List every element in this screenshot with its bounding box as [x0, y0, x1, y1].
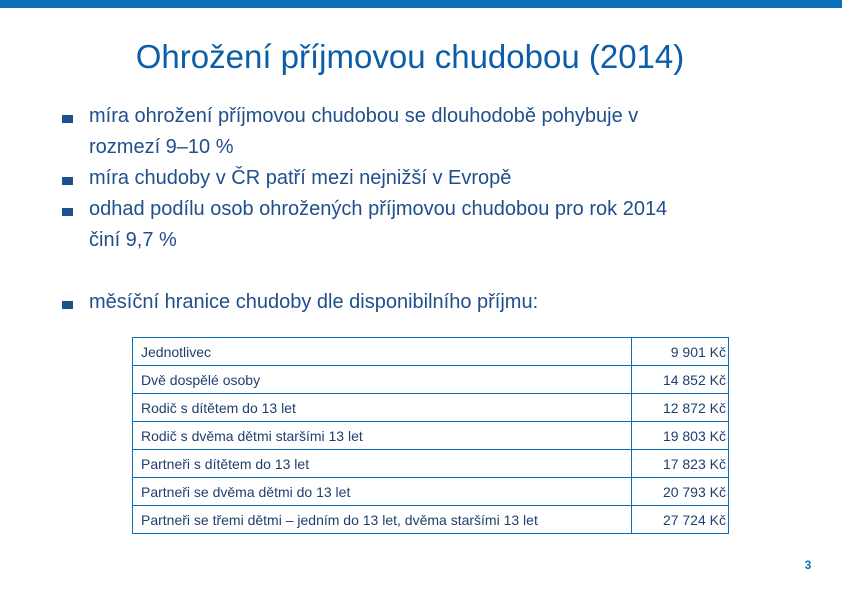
- threshold-value-cell: 12 872 Kč: [632, 394, 729, 422]
- household-type-cell: Dvě dospělé osoby: [133, 366, 632, 394]
- threshold-value-cell: 14 852 Kč: [632, 366, 729, 394]
- table-row: [133, 394, 729, 422]
- threshold-value-cell: 19 803 Kč: [632, 422, 729, 450]
- threshold-value-cell: 20 793 Kč: [632, 478, 729, 506]
- bullet-text: míra ohrožení příjmovou chudobou se dlouhodobě pohybuje v rozmezí 9–10 %: [89, 105, 639, 158]
- bullet-item: [62, 194, 682, 256]
- household-type-cell: Partneři se třemi dětmi – jedním do 13 let, dvěma staršími 13 let: [133, 506, 632, 534]
- bullet-item: [62, 163, 682, 194]
- bullet-text: odhad podílu osob ohrožených příjmovou chudobou pro rok 2014 činí 9,7 %: [89, 198, 668, 251]
- table-row: [133, 506, 729, 534]
- table-row: [133, 338, 729, 366]
- square-bullet-icon: [62, 301, 73, 309]
- household-type-cell: Jednotlivec: [133, 338, 632, 366]
- household-type-cell: Partneři s dítětem do 13 let: [133, 450, 632, 478]
- square-bullet-icon: [62, 177, 73, 185]
- bullet-text: míra chudoby v ČR patří mezi nejnižší v Evropě: [89, 167, 512, 189]
- poverty-threshold-table: [132, 337, 729, 534]
- square-bullet-icon: [62, 208, 73, 216]
- table-row: [133, 366, 729, 394]
- table-row: [133, 450, 729, 478]
- square-bullet-icon: [62, 115, 73, 123]
- household-type-cell: Partneři se dvěma dětmi do 13 let: [133, 478, 632, 506]
- table-row: [133, 478, 729, 506]
- bullet-list: [62, 101, 682, 318]
- bullet-item: [62, 101, 682, 163]
- threshold-value-cell: 27 724 Kč: [632, 506, 729, 534]
- table-row: [133, 422, 729, 450]
- household-type-cell: Rodič s dítětem do 13 let: [133, 394, 632, 422]
- bullet-item: [62, 287, 682, 318]
- threshold-value-cell: 17 823 Kč: [632, 450, 729, 478]
- bullet-text: měsíční hranice chudoby dle disponibilního příjmu:: [89, 291, 539, 313]
- top-accent-bar: [0, 0, 842, 8]
- threshold-value-cell: 9 901 Kč: [632, 338, 729, 366]
- household-type-cell: Rodič s dvěma dětmi staršími 13 let: [133, 422, 632, 450]
- page-number: 3: [804, 558, 812, 572]
- slide-title: Ohrožení příjmovou chudobou (2014): [135, 38, 685, 75]
